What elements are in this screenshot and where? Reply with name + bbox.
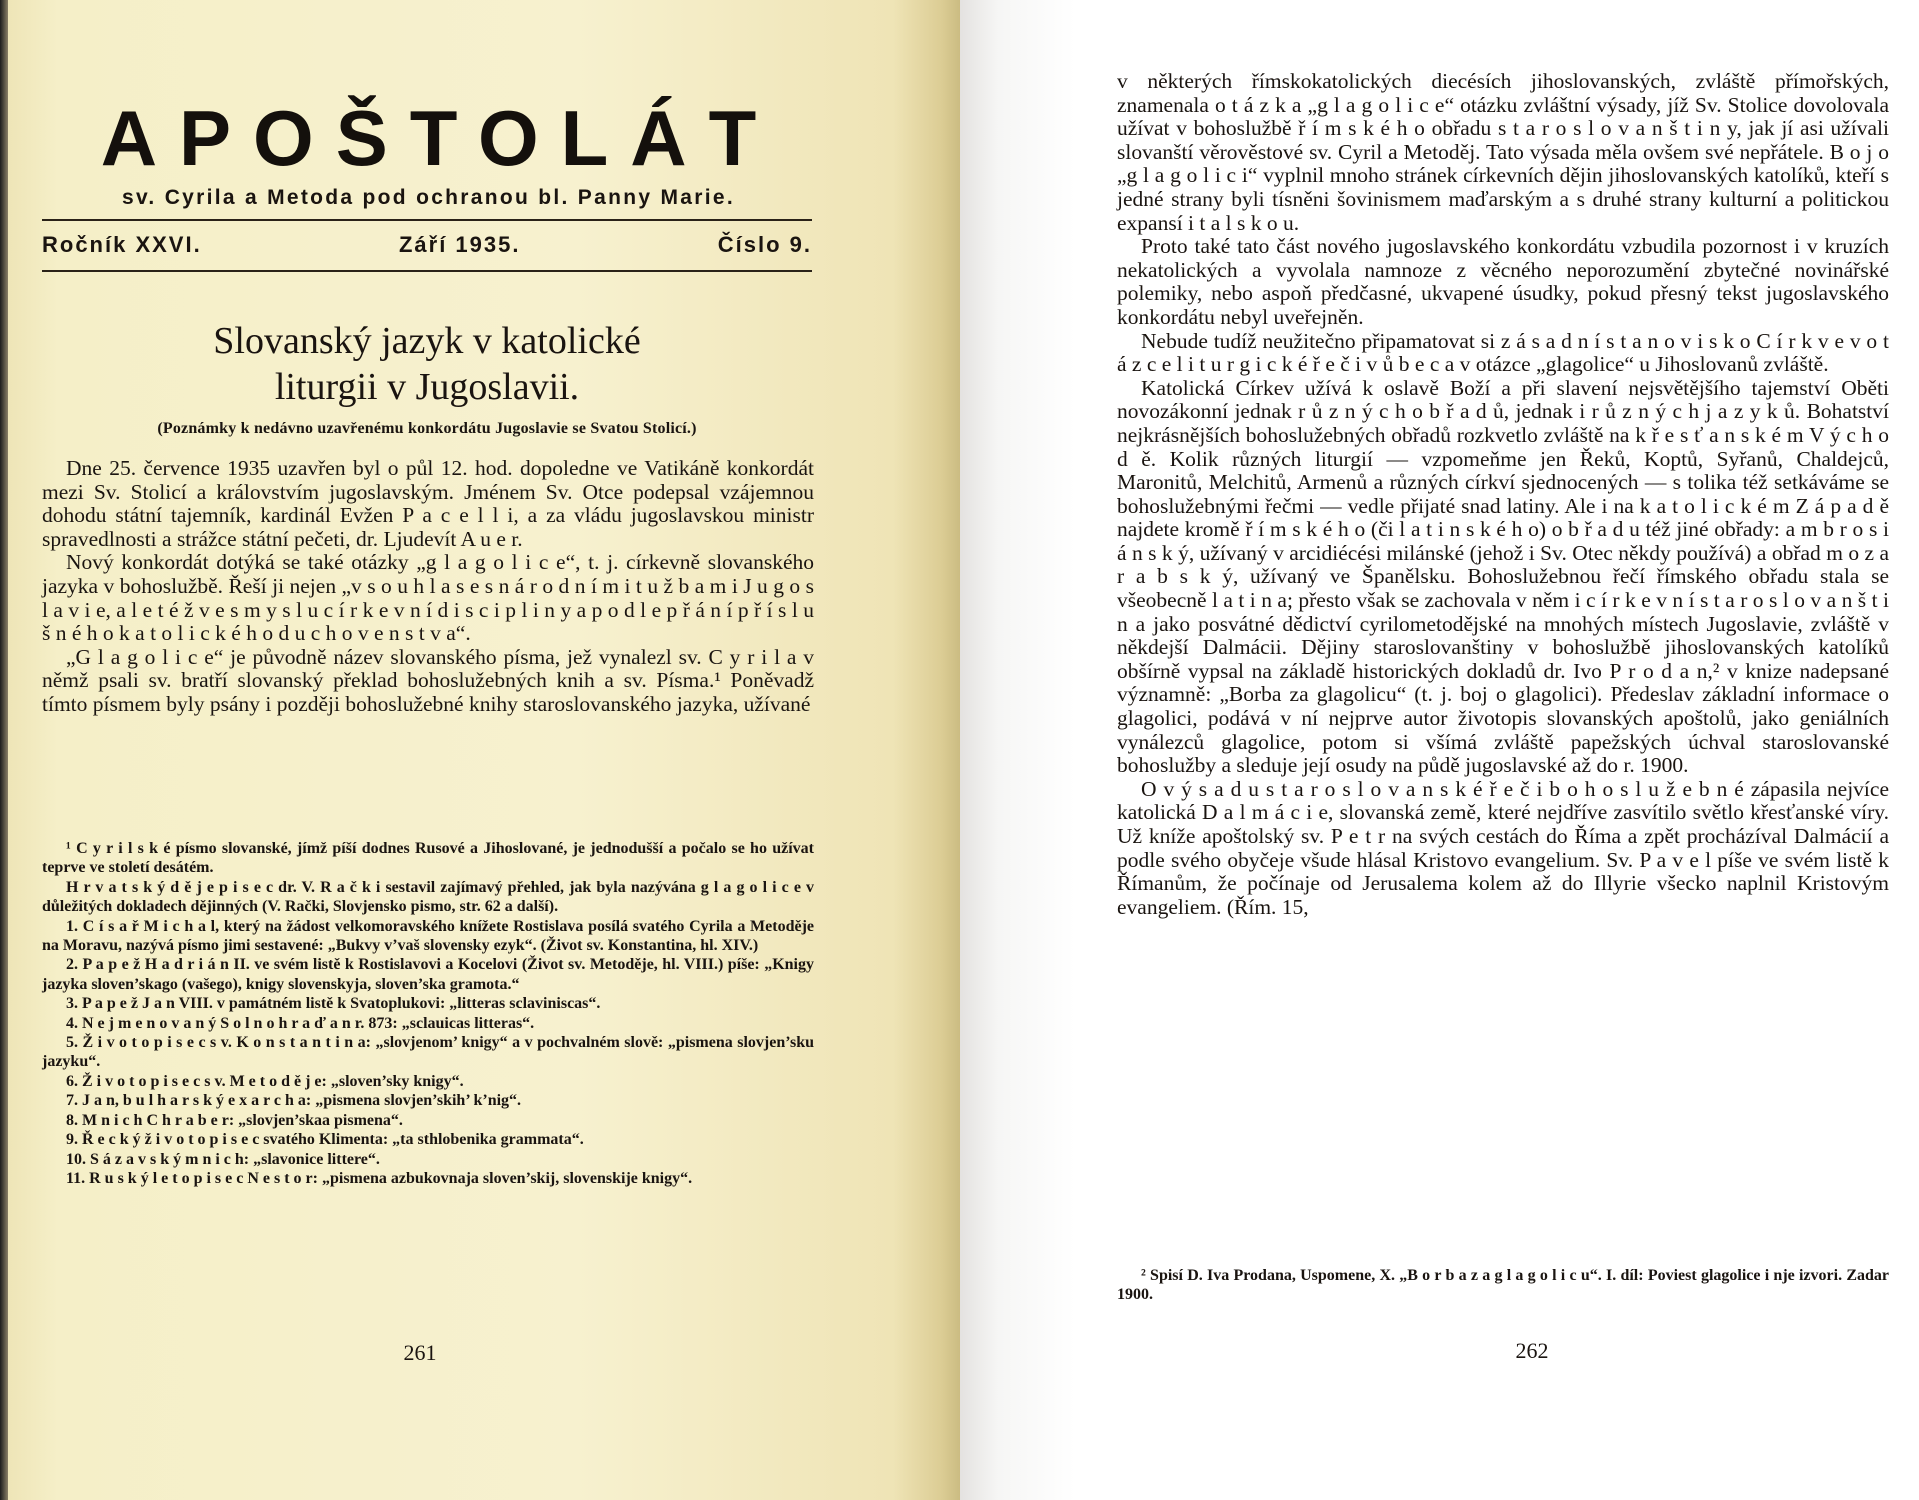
right-body-text: [1117, 70, 1889, 919]
footnote: 6. Ž i v o t o p i s e c s v. M e t o d ě j e: „sloven’sky knigy“.: [66, 1072, 464, 1090]
footnote: ¹ C y r i l s k é písmo slovanské, jímž píší dodnes Rusové a Jihoslované, je jednodušší a počalo se ho užívat teprve ve století desátém.: [42, 840, 814, 877]
right-footnotes: [1117, 1266, 1889, 1305]
left-body-text: [42, 457, 814, 717]
journal-title: APOŠTOLÁT: [100, 94, 779, 182]
footnote: ² Spisí D. Iva Prodana, Uspomene, X. „B o r b a z a g l a g o l i c u“. I. díl: Poviest glagolice i nje izvori. Zadar 1900.: [1117, 1267, 1889, 1304]
footnote: 1. C í s a ř M i c h a l, který na žádost velkomoravského knížete Rostislava posílá svatého Cyrila a Metoděje na Moravu, nazývá písmo jimi sestavené: „Bukvy v’vaš slovensky ezyk“. (Život sv. Konstantina, hl. XIV.): [42, 917, 814, 955]
footnote: H r v a t s k ý d ě j e p i s e c dr. V. R a č k i sestavil zajímavý přehled, jak byla nazývána g l a g o l i c e v důležitých dokladech dějinných (V. Rački, Slovjensko pismo, str. 62 a další).: [42, 878, 814, 916]
footnote: 9. Ř e c k ý ž i v o t o p i s e c svatého Klimenta: „ta sthlobenika grammata“.: [66, 1131, 584, 1149]
article-subtitle: (Poznámky k nedávno uzavřenému konkordátu Jugoslavie se Svatou Stolicí.): [157, 420, 697, 437]
masthead: [42, 96, 815, 210]
masthead-rule-top: [42, 219, 812, 221]
volume-label: Ročník XXVI.: [42, 232, 202, 257]
paragraph: „G l a g o l i c e“ je původně název slovanského písma, jež vynalezl sv. C y r i l a v němž psali sv. bratří slovanský překlad bohoslužebných knih a sv. Písma.¹ Poněvadž tímto písmem byly psány i později bohoslužebné knihy staroslovanského jazyka, užívané: [42, 644, 814, 716]
footnote: 5. Ž i v o t o p i s e c s v. K o n s t a n t i n a: „slovjenom’ knigy“ a v pochvalném slově: „pismena slovjen’sku jazyku“.: [42, 1034, 814, 1071]
issue-date: Září 1935.: [398, 232, 521, 257]
paragraph: Proto také tato část nového jugoslavského konkordátu vzbudila pozornost i v kruzích nekatolických a vyvolala namnoze z věcného neporozumění zbytečné novinářské polemiky, nebo aspoň předčasné, ukvapené úsudky, pokud přesný tekst jugoslavského konkordátu nebyl uveřejněn.: [1117, 234, 1889, 329]
masthead-rule-bottom: [42, 270, 812, 272]
page-edge-shadow: [0, 0, 8, 1500]
footnote: 8. M n i c h C h r a b e r: „slovjen’skaa pismena“.: [66, 1111, 403, 1129]
issue-info: [42, 228, 812, 262]
page-number: 262: [1515, 1338, 1549, 1363]
footnote: 2. P a p e ž H a d r i á n II. ve svém listě k Rostislavovi a Kocelovi (Život sv. Metoděje, hl. VIII.) píše: „Knigy jazyka sloven’skago (vašego), knigy slovenskyja, sloven’ska gramota.“: [42, 956, 814, 993]
page-number: 261: [403, 1340, 437, 1365]
footnote: 10. S á z a v s k ý m n i c h: „slavonice littere“.: [66, 1150, 380, 1168]
article-title: Slovanský jazyk v katolické liturgii v Jugoslavii.: [213, 320, 641, 408]
footnote: 4. N e j m e n o v a n ý S o l n o h r a ď a n r. 873: „sclauicas litteras“.: [66, 1014, 535, 1032]
footnote: 7. J a n, b u l h a r s k ý e x a r c h a: „pismena slovjen’skih’ k’nig“.: [66, 1092, 522, 1110]
paragraph: Nebude tudíž neužitečno připamatovat si z á s a d n í s t a n o v i s k o C í r k v e v o t á z c e l i t u r g i c k é ř e č i v ů b e c a v otázce „glagolice“ u Jihoslovanů zvláště.: [1117, 328, 1889, 377]
left-footnotes: [42, 839, 814, 1188]
issue-number: Číslo 9.: [717, 232, 812, 257]
journal-subtitle: sv. Cyrila a Metoda pod ochranou bl. Panny Marie.: [122, 186, 735, 209]
paragraph: O v ý s a d u s t a r o s l o v a n s k é ř e č i b o h o s l u ž e b n é zápasila nejvíce katolická D a l m á c i e, slovanská země, které nejdříve zasvítilo světlo křesťanské víry. Už kníže apoštolský sv. P e t r na svých cestách do Říma a zpět procházíval Dalmácií a podle svého obyčeje všude hlásal Kristovo evangelium. Sv. P a v e l píše ve svém listě k Římanům, že počínaje od Jerusalema kolem až do Illyrie všecko naplnil Kristovým evangeliem. (Řím. 15,: [1117, 776, 1889, 919]
footnote: 3. P a p e ž J a n VIII. v památném listě k Svatoplukovi: „litteras sclaviniscas“.: [66, 995, 601, 1013]
footnote: 11. R u s k ý l e t o p i s e c N e s t o r: „pismena azbukovnaja sloven’skij, slovenskije knigy“.: [66, 1169, 693, 1187]
paragraph: Katolická Církev užívá k oslavě Boží a při slavení nejsvětějšího tajemství Oběti novozákonní jednak r ů z n ý c h o b ř a d ů, jednak i r ů z n ý c h j a z y k ů. Bohatství nejkrásnějších bohoslužebných obřadů rozkvetlo zvláště na k ř e s ť a n s k é m V ý c h o d ě. Kolik různých liturgií — vzpomeňme jen Řeků, Koptů, Syřanů, Chaldejců, Maronitů, Melchitů, Armenů a různých církví sjednocených — s tolika též setkáváme se bohoslužebnými řečmi — vedle přijaté snad latiny. Ale i na k a t o l i c k é m Z á p a d ě najdete kromě ř í m s k é h o (či l a t i n s k é h o) o b ř a d u též jiné obřady: a m b r o s i á n s k ý, užívaný v arcidiécési milánské (jehož i Sv. Otec někdy používá) a obřad m o z a r a b s k ý, užívaný ve Španělsku. Bohoslužebnou řečí římského obřadu stala se všeobecně l a t i n a; přesto však se zachovala v něm i c í r k e v n í s t a r o s l o v a n š t i n a jako posvátné dědictví cyrilometodějské na mnohých místech Jugoslavie, zvláště v někdejší Dalmácii. Dějiny staroslovanštiny v bohoslužbě jihoslovanských katolíků obšírně vypsal na základě historických dokladů dr. Ivo P r o d a n,² v knize nadepsané významně: „Borba za glagolicu“ (t. j. boj o glagolici). Předeslav základní informace o glagolici, podává v ní nejprve autor životopis slovanských apoštolů, jako geniálních vynálezců glagolice, potom si všímá zvláště papežských úchval staroslovanské bohoslužby a sleduje její osudy na půdě jugoslavské až do r. 1900.: [1117, 375, 1889, 778]
paragraph: Dne 25. července 1935 uzavřen byl o půl 12. hod. dopoledne ve Vatikáně konkordát mezi Sv. Stolicí a královstvím jugoslavským. Jménem Sv. Otce podepsal vzájemnou dohodu státní tajemník, kardinál Evžen P a c e l l i, a za vládu jugoslavskou ministr spravedlnosti a strážce státní pečeti, dr. Ljudevít A u e r.: [42, 456, 814, 551]
paragraph: Nový konkordát dotýká se také otázky „g l a g o l i c e“, t. j. církevně slovanského jazyka v bohoslužbě. Řeší ji nejen „v s o u h l a s e s n á r o d n í m i t u ž b a m i J u g o s l a v i e, a l e t é ž v e s m y s l u c í r k e v n í d i s c i p l i n y a p o d l e p ř á n í p ř í s l u š n é h o k a t o l i c k é h o d u c h o v e n s t v a“.: [42, 550, 814, 646]
paragraph: v některých římskokatolických diecésích jihoslovanských, zvláště přímořských, znamenala o t á z k a „g l a g o l i c e“ otázku zvláštní výsady, jíž Sv. Stolice dovolovala užívat v bohoslužbě ř í m s k é h o obřadu s t a r o s l o v a n š t i n y, jak jí asi užívali slovanští věrověstové sv. Cyril a Metoděj. Tato výsada měla ovšem své nepřátele. B o j o „g l a g o l i c i“ vyplnil mnoho stránek církevních dějin jihoslovanských katolíků, kteří s jedné strany byli tísněni šovinismem maďarským a s druhé strany kulturní a politickou expansí i t a l s k o u.: [1117, 69, 1889, 235]
